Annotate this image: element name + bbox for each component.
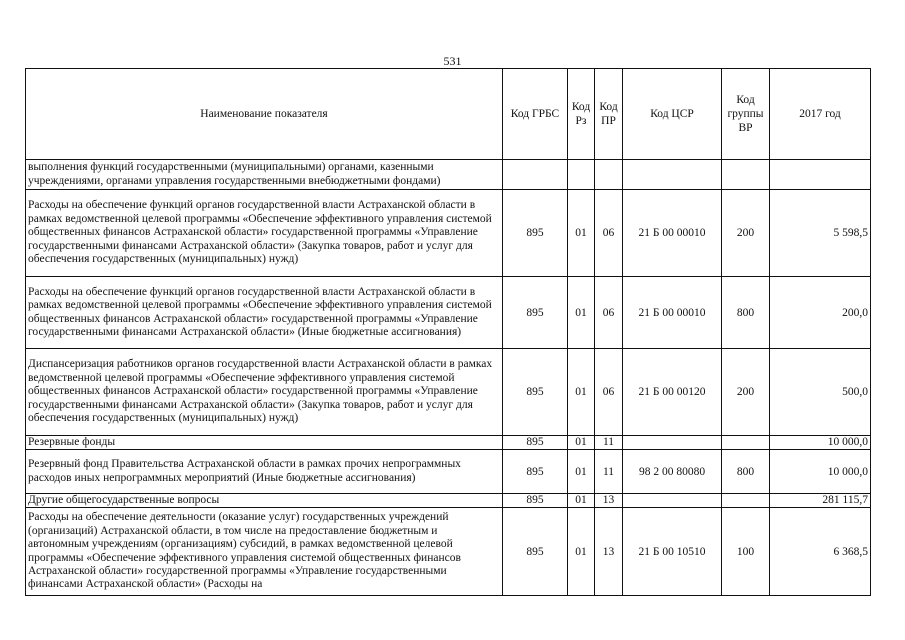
row-grbs: 895 [503,349,568,436]
row-grbs: 895 [503,436,568,450]
header-csr: Код ЦСР [623,69,722,160]
row-rz [568,160,595,190]
row-amount: 500,0 [770,349,871,436]
row-csr: 98 2 00 80080 [623,450,722,494]
row-vr: 200 [722,349,770,436]
row-rz: 01 [568,277,595,349]
row-rz: 01 [568,190,595,277]
row-name: Расходы на обеспечение деятельности (оказание услуг) государственных учреждений (организаций) Астраханской области, в том числе на предоставление бюджетным и автономным учреждениям (организациям) субсидий, в рамках ведомственной целевой программы «Обеспечение эффективного управления системой общественных финансов Астраханской области» государственной программы «Управление государственными финансами Астраханской области» (Расходы на [26,508,503,596]
row-amount: 10 000,0 [770,436,871,450]
row-grbs: 895 [503,450,568,494]
row-vr [722,494,770,508]
row-pr: 06 [595,190,623,277]
row-pr: 06 [595,349,623,436]
row-name: Другие общегосударственные вопросы [26,494,503,508]
row-rz: 01 [568,450,595,494]
row-amount: 6 368,5 [770,508,871,596]
row-pr: 13 [595,494,623,508]
row-rz: 01 [568,508,595,596]
table-header-row [26,69,871,160]
table-row [26,494,871,508]
table-row [26,349,871,436]
page-number: 531 [443,54,462,68]
header-name: Наименование показателя [26,69,503,160]
row-vr [722,160,770,190]
table-row [26,190,871,277]
row-grbs: 895 [503,190,568,277]
table-row [26,160,871,190]
row-csr: 21 Б 00 00120 [623,349,722,436]
row-pr [595,160,623,190]
row-rz: 01 [568,436,595,450]
row-csr [623,160,722,190]
row-vr: 800 [722,277,770,349]
row-name: Резервный фонд Правительства Астраханской области в рамках прочих непрограммных расходов иных непрограммных мероприятий (Иные бюджетные ассигнования) [26,450,503,494]
row-vr: 800 [722,450,770,494]
table-row [26,436,871,450]
row-grbs: 895 [503,277,568,349]
budget-table [25,68,871,596]
row-pr: 11 [595,450,623,494]
row-amount: 281 115,7 [770,494,871,508]
row-rz: 01 [568,349,595,436]
row-rz: 01 [568,494,595,508]
table-row [26,508,871,596]
table-row [26,277,871,349]
row-csr [623,494,722,508]
row-amount [770,160,871,190]
row-vr [722,436,770,450]
header-vr: Код группы ВР [722,69,770,160]
row-name: Расходы на обеспечение функций органов государственной власти Астраханской области в рамках ведомственной целевой программы «Обеспечение эффективного управления системой общественных финансов Астраханской области» государственной программы «Управление государственными финансами Астраханской области» (Иные бюджетные ассигнования) [26,277,503,349]
row-grbs: 895 [503,494,568,508]
header-grbs: Код ГРБС [503,69,568,160]
row-csr: 21 Б 00 00010 [623,190,722,277]
row-pr: 13 [595,508,623,596]
row-csr: 21 Б 00 00010 [623,277,722,349]
row-name: выполнения функций государственными (муниципальными) органами, казенными учреждениями, органами управления государственными внебюджетными фондами) [26,160,503,190]
row-vr: 100 [722,508,770,596]
row-csr [623,436,722,450]
row-name: Резервные фонды [26,436,503,450]
row-amount: 5 598,5 [770,190,871,277]
row-grbs: 895 [503,508,568,596]
row-pr: 11 [595,436,623,450]
header-year: 2017 год [770,69,871,160]
row-amount: 200,0 [770,277,871,349]
row-vr: 200 [722,190,770,277]
row-csr: 21 Б 00 10510 [623,508,722,596]
header-pr: Код ПР [595,69,623,160]
row-amount: 10 000,0 [770,450,871,494]
row-grbs [503,160,568,190]
row-name: Расходы на обеспечение функций органов государственной власти Астраханской области в рамках ведомственной целевой программы «Обеспечение эффективного управления системой общественных финансов Астраханской области» государственной программы «Управление государственными финансами Астраханской области» (Закупка товаров, работ и услуг для обеспечения государственных (муниципальных) нужд) [26,190,503,277]
table-row [26,450,871,494]
header-rz: Код Рз [568,69,595,160]
row-name: Диспансеризация работников органов государственной власти Астраханской области в рамках ведомственной целевой программы «Обеспечение эффективного управления системой общественных финансов Астраханской области» государственной программы «Управление государственными финансами Астраханской области» (Закупка товаров, работ и услуг для обеспечения государственных (муниципальных) нужд) [26,349,503,436]
row-pr: 06 [595,277,623,349]
